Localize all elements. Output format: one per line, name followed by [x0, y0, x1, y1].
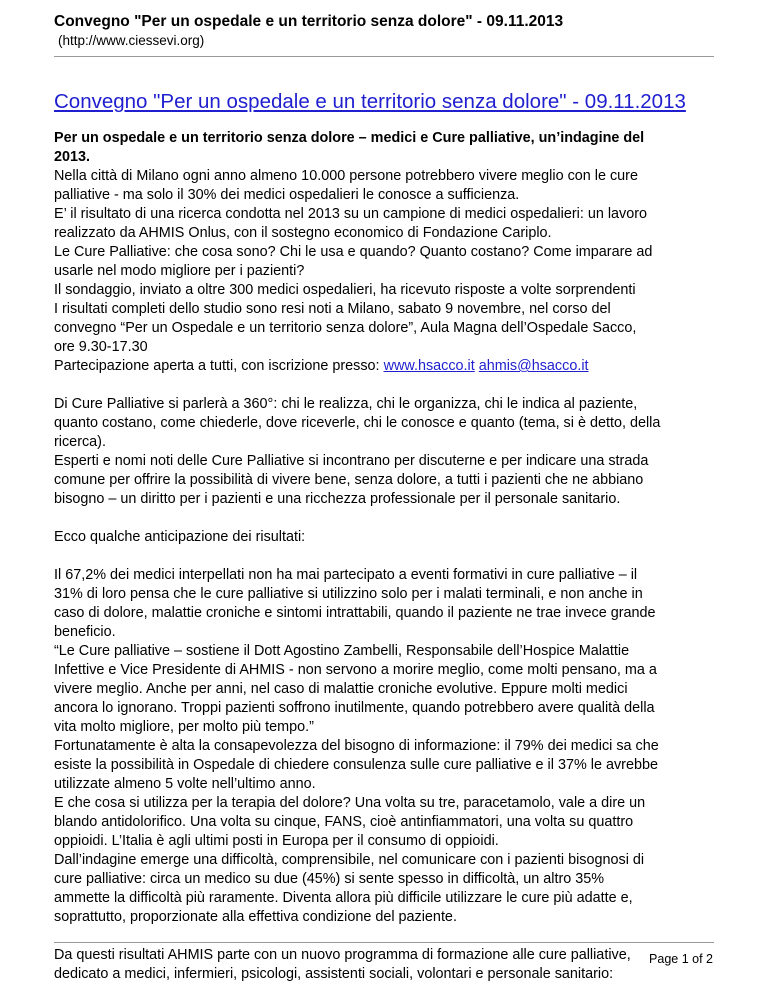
participation-line — [54, 357, 714, 376]
text-line: palliative - ma solo il 30% dei medici ospedalieri le conosce a sufficienza. — [54, 187, 520, 203]
text-line: comune per offrire la possibilità di vivere bene, senza dolore, a tutti i pazienti che ne abbiano — [54, 472, 644, 488]
text-line: Il 67,2% dei medici interpellati non ha mai partecipato a eventi formativi in cure palliative – il — [54, 567, 638, 583]
text-line: bisogno – un diritto per i pazienti e una ricchezza professionale per il personale sanitario. — [54, 491, 621, 507]
lead-heading-line: Per un ospedale e un territorio senza dolore – medici e Cure palliative, un’indagine del — [54, 130, 645, 146]
text-line: E che cosa si utilizza per la terapia del dolore? Una volta su tre, paracetamolo, vale a dire un — [54, 795, 646, 811]
paragraph-topics — [54, 395, 714, 509]
text-line: utilizzate almeno 5 volte nell’ultimo anno. — [54, 776, 316, 792]
text-line: soprattutto, proporzionate alla effettiva condizione del paziente. — [54, 909, 457, 925]
footer-divider — [54, 942, 714, 943]
text-line: quanto costano, come chiederle, dove riceverle, chi le conosce e quanto (tema, si è detto, della — [54, 415, 661, 431]
text-line: Di Cure Palliative si parlerà a 360°: chi le realizza, chi le organizza, chi le indica al paziente, — [54, 396, 638, 412]
header-divider — [54, 56, 714, 57]
article-title-link[interactable]: Convegno "Per un ospedale e un territorio senza dolore" - 09.11.2013 — [54, 90, 686, 113]
text-line: 31% di loro pensa che le cure palliative si utilizzino solo per i malati terminali, e non anche in — [54, 586, 643, 602]
text-line: Ecco qualche anticipazione dei risultati: — [54, 529, 306, 545]
text-line: Da questi risultati AHMIS parte con un nuovo programma di formazione alle cure palliative, — [54, 947, 631, 963]
page-number: Page 1 of 2 — [649, 952, 713, 966]
text-line: ancora lo ignorano. Troppi pazienti soffrono inutilmente, quando potrebbero avere qualità della — [54, 700, 655, 716]
text-line: Il sondaggio, inviato a oltre 300 medici ospedalieri, ha ricevuto risposte a volte sorprendenti — [54, 282, 636, 298]
text-line: Le Cure Palliative: che cosa sono? Chi le usa e quando? Quanto costano? Come imparare ad — [54, 244, 653, 260]
paragraph-results — [54, 566, 714, 927]
text-line: convegno “Per un Ospedale e un territorio senza dolore”, Aula Magna dell’Ospedale Sacco, — [54, 320, 637, 336]
paragraph-program — [54, 946, 714, 984]
hsacco-site-link[interactable]: www.hsacco.it — [383, 358, 475, 374]
text-line: I risultati completi dello studio sono resi noti a Milano, sabato 9 novembre, nel corso del — [54, 301, 611, 317]
text-line: ricerca). — [54, 434, 106, 450]
text-line: Nella città di Milano ogni anno almeno 10.000 persone potrebbero vivere meglio con le cure — [54, 168, 638, 184]
paragraph-intro — [54, 167, 714, 376]
text-line: esiste la possibilità in Ospedale di chiedere consulenza sulle cure palliative e il 37% le avrebbe — [54, 757, 658, 773]
text-line: Infettive e Vice Presidente di AHMIS - non servono a morire meglio, come molti pensano, ma a — [54, 662, 657, 678]
text-line: oppioidi. L’Italia è agli ultimi posti in Europa per il consumo di oppioidi. — [54, 833, 499, 849]
text-line: ore 9.30-17.30 — [54, 339, 148, 355]
paragraph-preview — [54, 528, 714, 547]
text-line: Esperti e nomi noti delle Cure Palliative si incontrano per discuterne e per indicare una strada — [54, 453, 649, 469]
paragraph-spacer — [54, 376, 714, 395]
text-line: Dall’indagine emerge una difficoltà, comprensibile, nel comunicare con i pazienti bisognosi di — [54, 852, 645, 868]
text-line: cure palliative: circa un medico su due (45%) si sente spesso in difficoltà, un altro 35% — [54, 871, 605, 887]
text-line: “Le Cure palliative – sostiene il Dott Agostino Zambelli, Responsabile dell’Hospice Malattie — [54, 643, 630, 659]
text-line: realizzato da AHMIS Onlus, con il sostegno economico di Fondazione Cariplo. — [54, 225, 552, 241]
ahmis-email-link[interactable]: ahmis@hsacco.it — [478, 358, 589, 374]
text-line: Fortunatamente è alta la consapevolezza del bisogno di informazione: il 79% dei medici sa che — [54, 738, 659, 754]
text-line: usarle nel modo migliore per i pazienti? — [54, 263, 305, 279]
text-line: vivere meglio. Anche per anni, nel caso di malattie croniche evolutive. Eppure molti medici — [54, 681, 628, 697]
document-page — [54, 12, 714, 984]
text-line: dedicato a medici, infermieri, psicologi, assistenti sociali, volontari e personale sanitario: — [54, 966, 614, 982]
paragraph-spacer — [54, 927, 714, 946]
text-line: ammette la difficoltà più raramente. Diventa allora più difficile utilizzare le cure più adatte e, — [54, 890, 633, 906]
text-line: caso di dolore, malattie croniche e sintomi intrattabili, quando il paziente ne trae invece grande — [54, 605, 656, 621]
text-line: E’ il risultato di una ricerca condotta nel 2013 su un campione di medici ospedalieri: un lavoro — [54, 206, 648, 222]
article-body — [54, 129, 714, 984]
text-line: vita molto migliore, per molto più tempo.” — [54, 719, 314, 735]
lead-heading-line: 2013. — [54, 149, 91, 165]
header-title: Convegno "Per un ospedale e un territorio senza dolore" - 09.11.2013 — [54, 13, 564, 30]
paragraph-spacer — [54, 509, 714, 528]
participation-text: Partecipazione aperta a tutti, con iscrizione presso: — [54, 358, 384, 374]
text-line: beneficio. — [54, 624, 116, 640]
header-url: (http://www.ciessevi.org) — [58, 33, 205, 48]
paragraph-spacer — [54, 547, 714, 566]
text-line: blando antidolorifico. Una volta su cinque, FANS, cioè antinfiammatori, una volta su quattro — [54, 814, 634, 830]
